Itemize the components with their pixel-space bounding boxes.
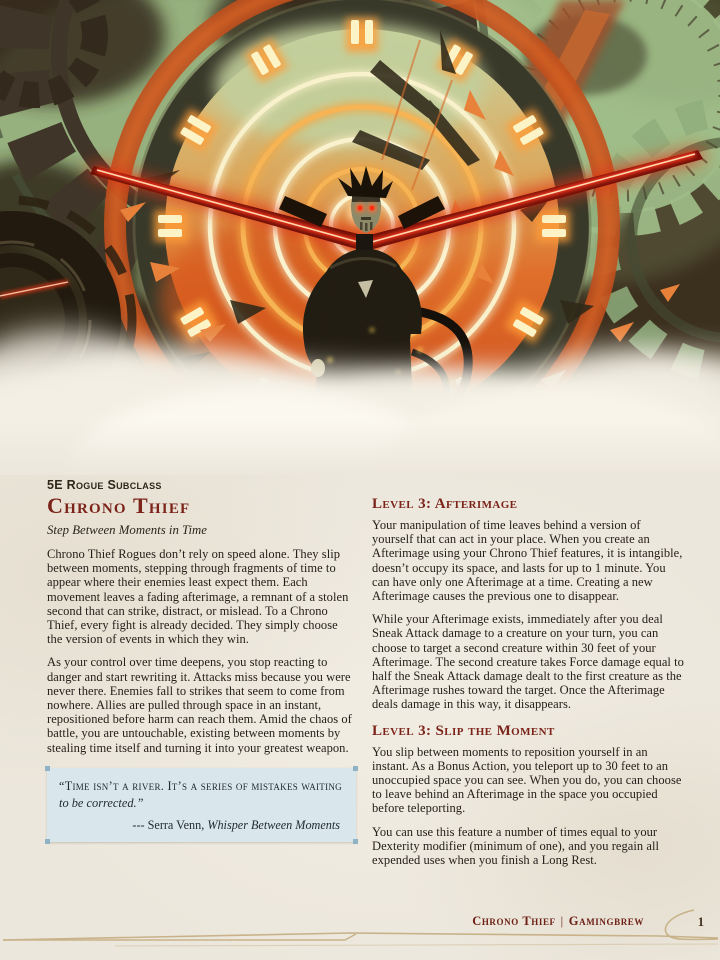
footer-brand: Gamingbrew xyxy=(568,914,644,928)
footer-doc-title: Chrono Thief xyxy=(472,914,556,928)
attribution-dash: --- xyxy=(132,817,145,832)
footer-ornament-rule xyxy=(0,902,720,960)
quote-box-corner-dot xyxy=(353,839,358,844)
quote-line-2: to be corrected.” xyxy=(59,795,144,810)
afterimage-paragraph-2: While your Afterimage exists, immediately after you deal Sneak Attack damage to a creature on your turn, you can choose to target a second creature within 30 feet of your Afterimage. The second creature takes Force damage equal to half the Sneak Attack damage dealt to the first creature as the Afterimage rushes toward the target. Once the Afterimage deals damage in this way, it disappears. xyxy=(372,612,684,712)
feature-heading-slip-the-moment: Level 3: Slip the Moment xyxy=(372,722,555,739)
page-title: Chrono Thief xyxy=(47,493,191,518)
flavor-quote-box xyxy=(47,768,356,842)
feature-heading-afterimage: Level 3: Afterimage xyxy=(372,496,518,512)
quote-box-corner-dot xyxy=(45,766,50,771)
attribution-name: Serra Venn, xyxy=(144,817,208,832)
right-column xyxy=(372,470,684,867)
quote-attribution xyxy=(59,818,344,833)
quote-box-corner-dot xyxy=(45,839,50,844)
subclass-kicker: 5E Rogue Subclass xyxy=(47,478,162,492)
afterimage-paragraph-1: Your manipulation of time leaves behind a version of yourself that can act in your place. When you create an Afterimage using your Chrono Thief features, it is intangible, doesn’t occupy its space, and lasts for up to 1 minute. You can have only one Afterimage at a time. Creating a new Afterimage causes the previous one to disappear. xyxy=(372,518,683,604)
slip-paragraph-1: You slip between moments to reposition yourself in an instant. As a Bonus Action, you teleport up to 30 feet to an unoccupied space you can see. When you do, you can choose to leave behind an Afterimage in the space you occupied before teleporting. xyxy=(372,744,682,816)
intro-paragraph-2: As your control over time deepens, you stop reacting to danger and start rewriting it. Attacks miss because you were never there. Enemies fall to strikes that seem to come from nowhere. Allies are pulled through space in an instant, repositioned before harm can reach them. Amid the chaos of battle, you are untouchable, existing between moments by stealing time itself and turning it into your greatest weapon. xyxy=(47,655,352,755)
page-subtitle: Step Between Moments in Time xyxy=(47,523,207,537)
attribution-work-title: Whisper Between Moments xyxy=(207,817,340,832)
quote-line-1: “Time isn’t a river. It’s a series of mistakes waiting xyxy=(59,778,342,793)
footer-separator: | xyxy=(560,914,564,928)
intro-paragraph-1: Chrono Thief Rogues don’t rely on speed alone. They slip between moments, stepping through fragments of time to appear where their enemies least expect them. Each movement leaves a fading afterimage, a remnant of a stolen second that can strike, distract, or mislead. To a Chrono Thief, every fight is already decided. They simply choose the version of events in which they win. xyxy=(47,547,349,647)
footer-running-title xyxy=(472,914,644,929)
left-column xyxy=(47,470,356,842)
clock-artwork xyxy=(0,0,720,475)
quote-box-corner-dot xyxy=(353,766,358,771)
slip-paragraph-2: You can use this feature a number of times equal to your Dexterity modifier (minimum of one), and you regain all expended uses when you finish a Long Rest. xyxy=(372,824,660,868)
cover-art xyxy=(0,0,720,475)
page-number: 1 xyxy=(697,915,704,929)
